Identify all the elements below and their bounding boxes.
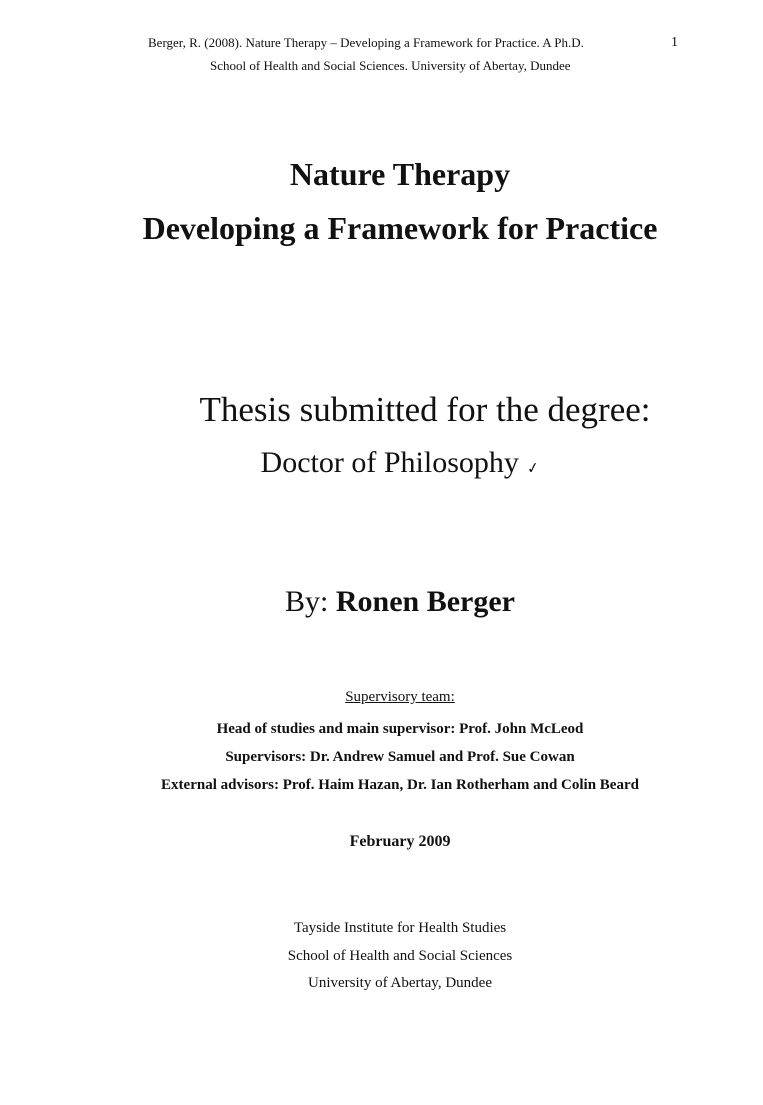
title-subtitle: Developing a Framework for Practice — [142, 210, 658, 246]
degree-name: Doctor of Philosophy — [260, 446, 519, 479]
supervisory-line: Supervisors: Dr. Andrew Samuel and Prof. Sue Cowan — [225, 749, 575, 765]
submission-date: February 2009 — [349, 833, 451, 850]
institution-line: Tayside Institute for Health Studies — [293, 920, 507, 936]
supervisory-team-heading: Supervisory team: — [345, 689, 455, 705]
supervisory-line: Head of studies and main supervisor: Prof. John McLeod — [216, 721, 584, 737]
supervisory-line: External advisors: Prof. Haim Hazan, Dr. Ian Rotherham and Colin Beard — [161, 777, 639, 793]
thesis-statement: Thesis submitted for the degree: — [199, 390, 651, 429]
author-line — [0, 582, 763, 622]
institution-line: University of Abertay, Dundee — [308, 975, 492, 991]
handwritten-check-mark: ✓ — [525, 460, 541, 478]
title-main: Nature Therapy — [289, 156, 511, 192]
page-number: 1 — [671, 35, 678, 50]
degree-line — [0, 443, 763, 489]
running-header-citation: Berger, R. (2008). Nature Therapy – Developing a Framework for Practice. A Ph.D. — [148, 35, 584, 50]
author-name: Ronen Berger — [335, 585, 515, 618]
institution-line: School of Health and Social Sciences — [287, 948, 513, 964]
author-prefix: By: — [285, 585, 329, 618]
running-header-school: School of Health and Social Sciences. University of Abertay, Dundee — [210, 58, 571, 73]
